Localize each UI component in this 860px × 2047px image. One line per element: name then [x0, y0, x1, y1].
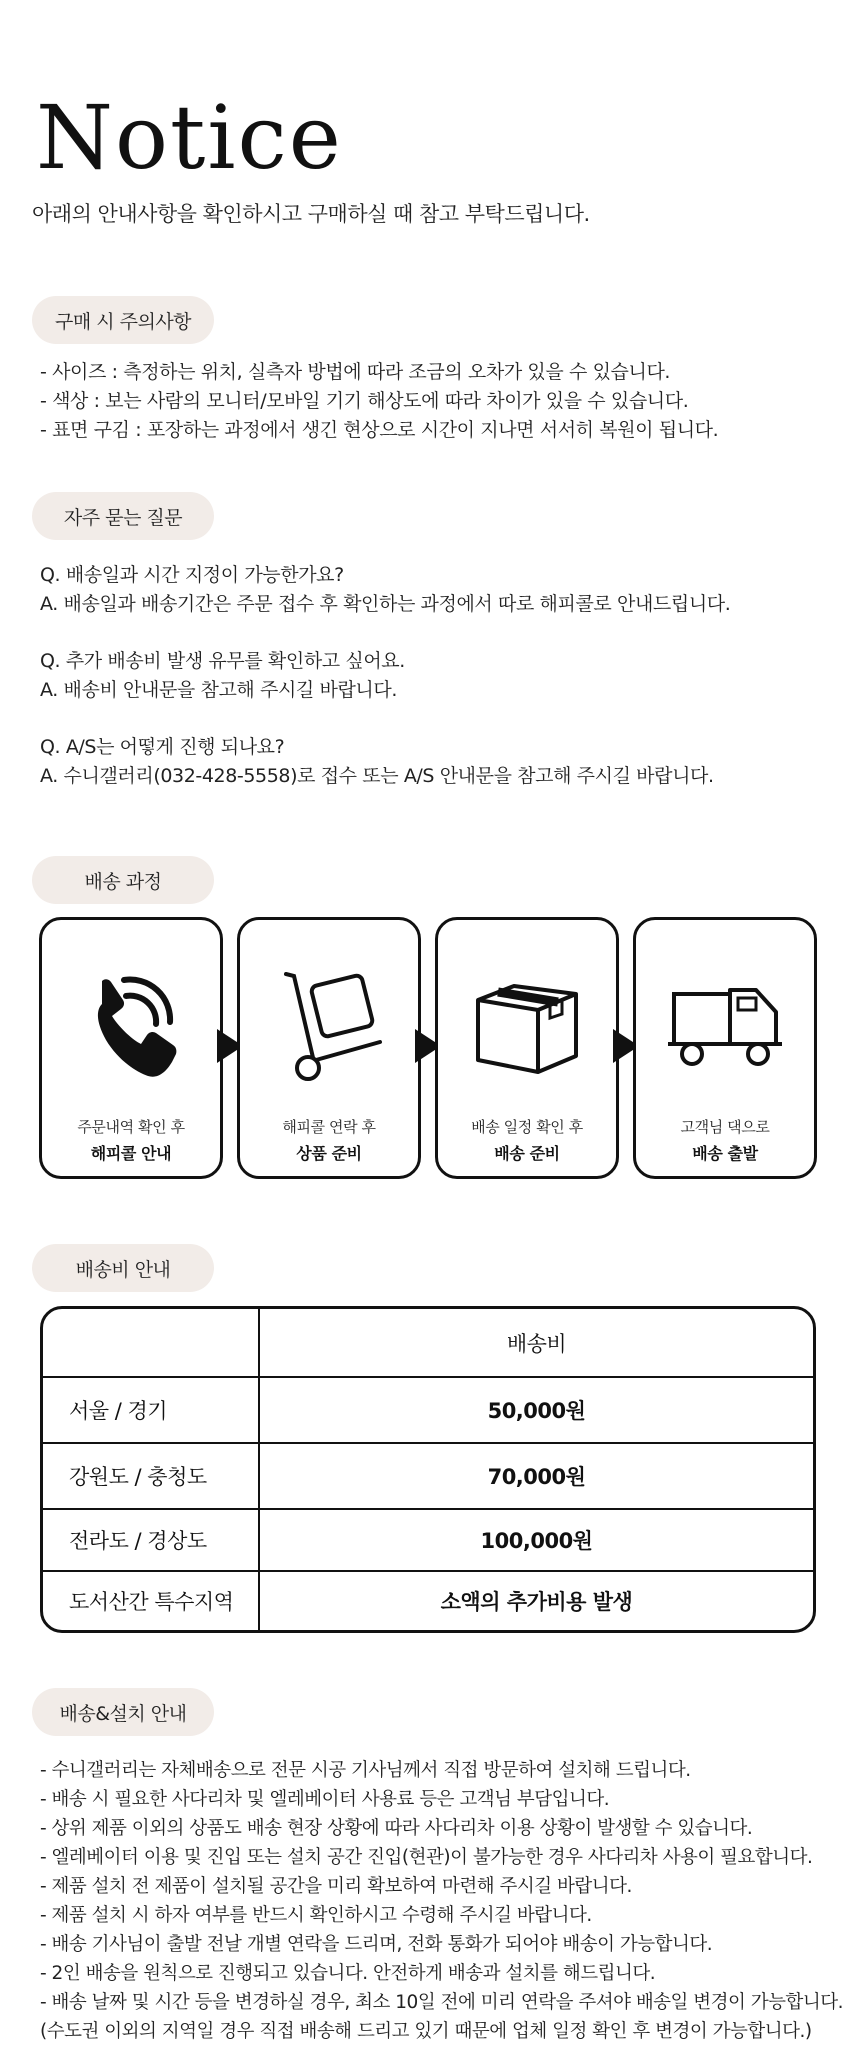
step-label: 배송 일정 확인 후 — [471, 1118, 583, 1136]
list-item: - 엘레베이터 이용 및 진입 또는 설치 공간 진입(현관)이 불가능한 경우 사다리차 사용이 필요합니다. — [40, 1847, 813, 1868]
list-item: - 상위 제품 이외의 상품도 배송 현장 상황에 따라 사다리차 이용 상황이 발생할 수 있습니다. — [40, 1818, 753, 1839]
faq-list — [40, 561, 730, 791]
list-item: - 2인 배송을 원칙으로 진행되고 있습니다. 안전하게 배송과 설치를 해드립니다. — [40, 1963, 656, 1984]
faq-answer: A. 수니갤러리(032-428-5558)로 접수 또는 A/S 안내문을 참고해 주시길 바랍니다. — [40, 765, 714, 787]
table-row — [43, 1509, 813, 1571]
page-subtitle: 아래의 안내사항을 확인하시고 구매하실 때 참고 부탁드립니다. — [32, 202, 590, 226]
price-cell: 소액의 추가비용 발생 — [440, 1590, 633, 1614]
region-cell: 강원도 / 충청도 — [43, 1443, 259, 1509]
region-cell: 서울 / 경기 — [43, 1377, 259, 1443]
box-icon — [438, 950, 616, 1100]
price-cell: 70,000원 — [259, 1443, 813, 1509]
step-label: 고객님 댁으로 — [680, 1118, 770, 1136]
faq-question: Q. A/S는 어떻게 진행 되나요? — [40, 736, 285, 758]
step-title: 배송 준비 — [494, 1144, 560, 1163]
step-title: 해피콜 안내 — [90, 1144, 172, 1163]
section-label-caution: 구매 시 주의사항 — [32, 296, 214, 344]
process-step — [237, 917, 421, 1179]
truck-icon — [636, 950, 814, 1100]
list-item: - 수니갤러리는 자체배송으로 전문 시공 기사님께서 직접 방문하여 설치해 드립니다. — [40, 1760, 691, 1781]
page-title: Notice — [36, 86, 343, 189]
table-row — [43, 1377, 813, 1443]
table-row — [43, 1443, 813, 1509]
faq-answer: A. 배송일과 배송기간은 주문 접수 후 확인하는 과정에서 따로 해피콜로 안내드립니다. — [40, 593, 731, 615]
install-list — [40, 1756, 843, 2046]
phone-icon — [42, 950, 220, 1100]
section-label-process: 배송 과정 — [32, 856, 214, 904]
process-step — [435, 917, 619, 1179]
region-cell: 전라도 / 경상도 — [43, 1509, 259, 1571]
list-item: - 표면 구김 : 포장하는 과정에서 생긴 현상으로 시간이 지나면 서서히 복원이 됩니다. — [40, 419, 719, 441]
list-item: - 배송 기사님이 출발 전날 개별 연락을 드리며, 전화 통화가 되어야 배송이 가능합니다. — [40, 1934, 713, 1955]
section-label-fee: 배송비 안내 — [32, 1244, 214, 1292]
list-item: - 배송 날짜 및 시간 등을 변경하실 경우, 최소 10일 전에 미리 연락을 주셔야 배송일 변경이 가능합니다. — [40, 1992, 844, 2013]
step-title: 배송 출발 — [692, 1144, 758, 1163]
table-row — [43, 1571, 813, 1630]
price-cell: 100,000원 — [259, 1509, 813, 1571]
region-cell: 도서산간 특수지역 — [43, 1571, 259, 1630]
list-item: - 사이즈 : 측정하는 위치, 실측자 방법에 따라 조금의 오차가 있을 수 있습니다. — [40, 361, 671, 383]
table-header-row — [43, 1309, 813, 1377]
price-cell: 50,000원 — [259, 1377, 813, 1443]
step-label: 해피콜 연락 후 — [282, 1118, 376, 1136]
list-item: - 배송 시 필요한 사다리차 및 엘레베이터 사용료 등은 고객님 부담입니다. — [40, 1789, 610, 1810]
delivery-process — [39, 917, 819, 1179]
process-step — [633, 917, 817, 1179]
section-label-install: 배송&설치 안내 — [32, 1688, 214, 1736]
faq-answer: A. 배송비 안내문을 참고해 주시길 바랍니다. — [40, 679, 397, 701]
step-title: 상품 준비 — [296, 1144, 362, 1163]
step-label: 주문내역 확인 후 — [77, 1118, 185, 1136]
list-item: (수도권 이외의 지역일 경우 직접 배송해 드리고 있기 때문에 업체 일정 확인 후 변경이 가능합니다.) — [40, 2021, 812, 2042]
list-item: - 색상 : 보는 사람의 모니터/모바일 기기 해상도에 따라 차이가 있을 수 있습니다. — [40, 390, 689, 412]
hand-truck-icon — [240, 950, 418, 1100]
list-item: - 제품 설치 시 하자 여부를 반드시 확인하시고 수령해 주시길 바랍니다. — [40, 1905, 592, 1926]
caution-list — [40, 358, 718, 445]
process-step — [39, 917, 223, 1179]
faq-question: Q. 배송일과 시간 지정이 가능한가요? — [40, 564, 344, 586]
column-header: 배송비 — [259, 1309, 813, 1377]
section-label-faq: 자주 묻는 질문 — [32, 492, 214, 540]
faq-question: Q. 추가 배송비 발생 유무를 확인하고 싶어요. — [40, 650, 405, 672]
list-item: - 제품 설치 전 제품이 설치될 공간을 미리 확보하여 마련해 주시길 바랍니다. — [40, 1876, 632, 1897]
fee-table — [40, 1306, 816, 1633]
